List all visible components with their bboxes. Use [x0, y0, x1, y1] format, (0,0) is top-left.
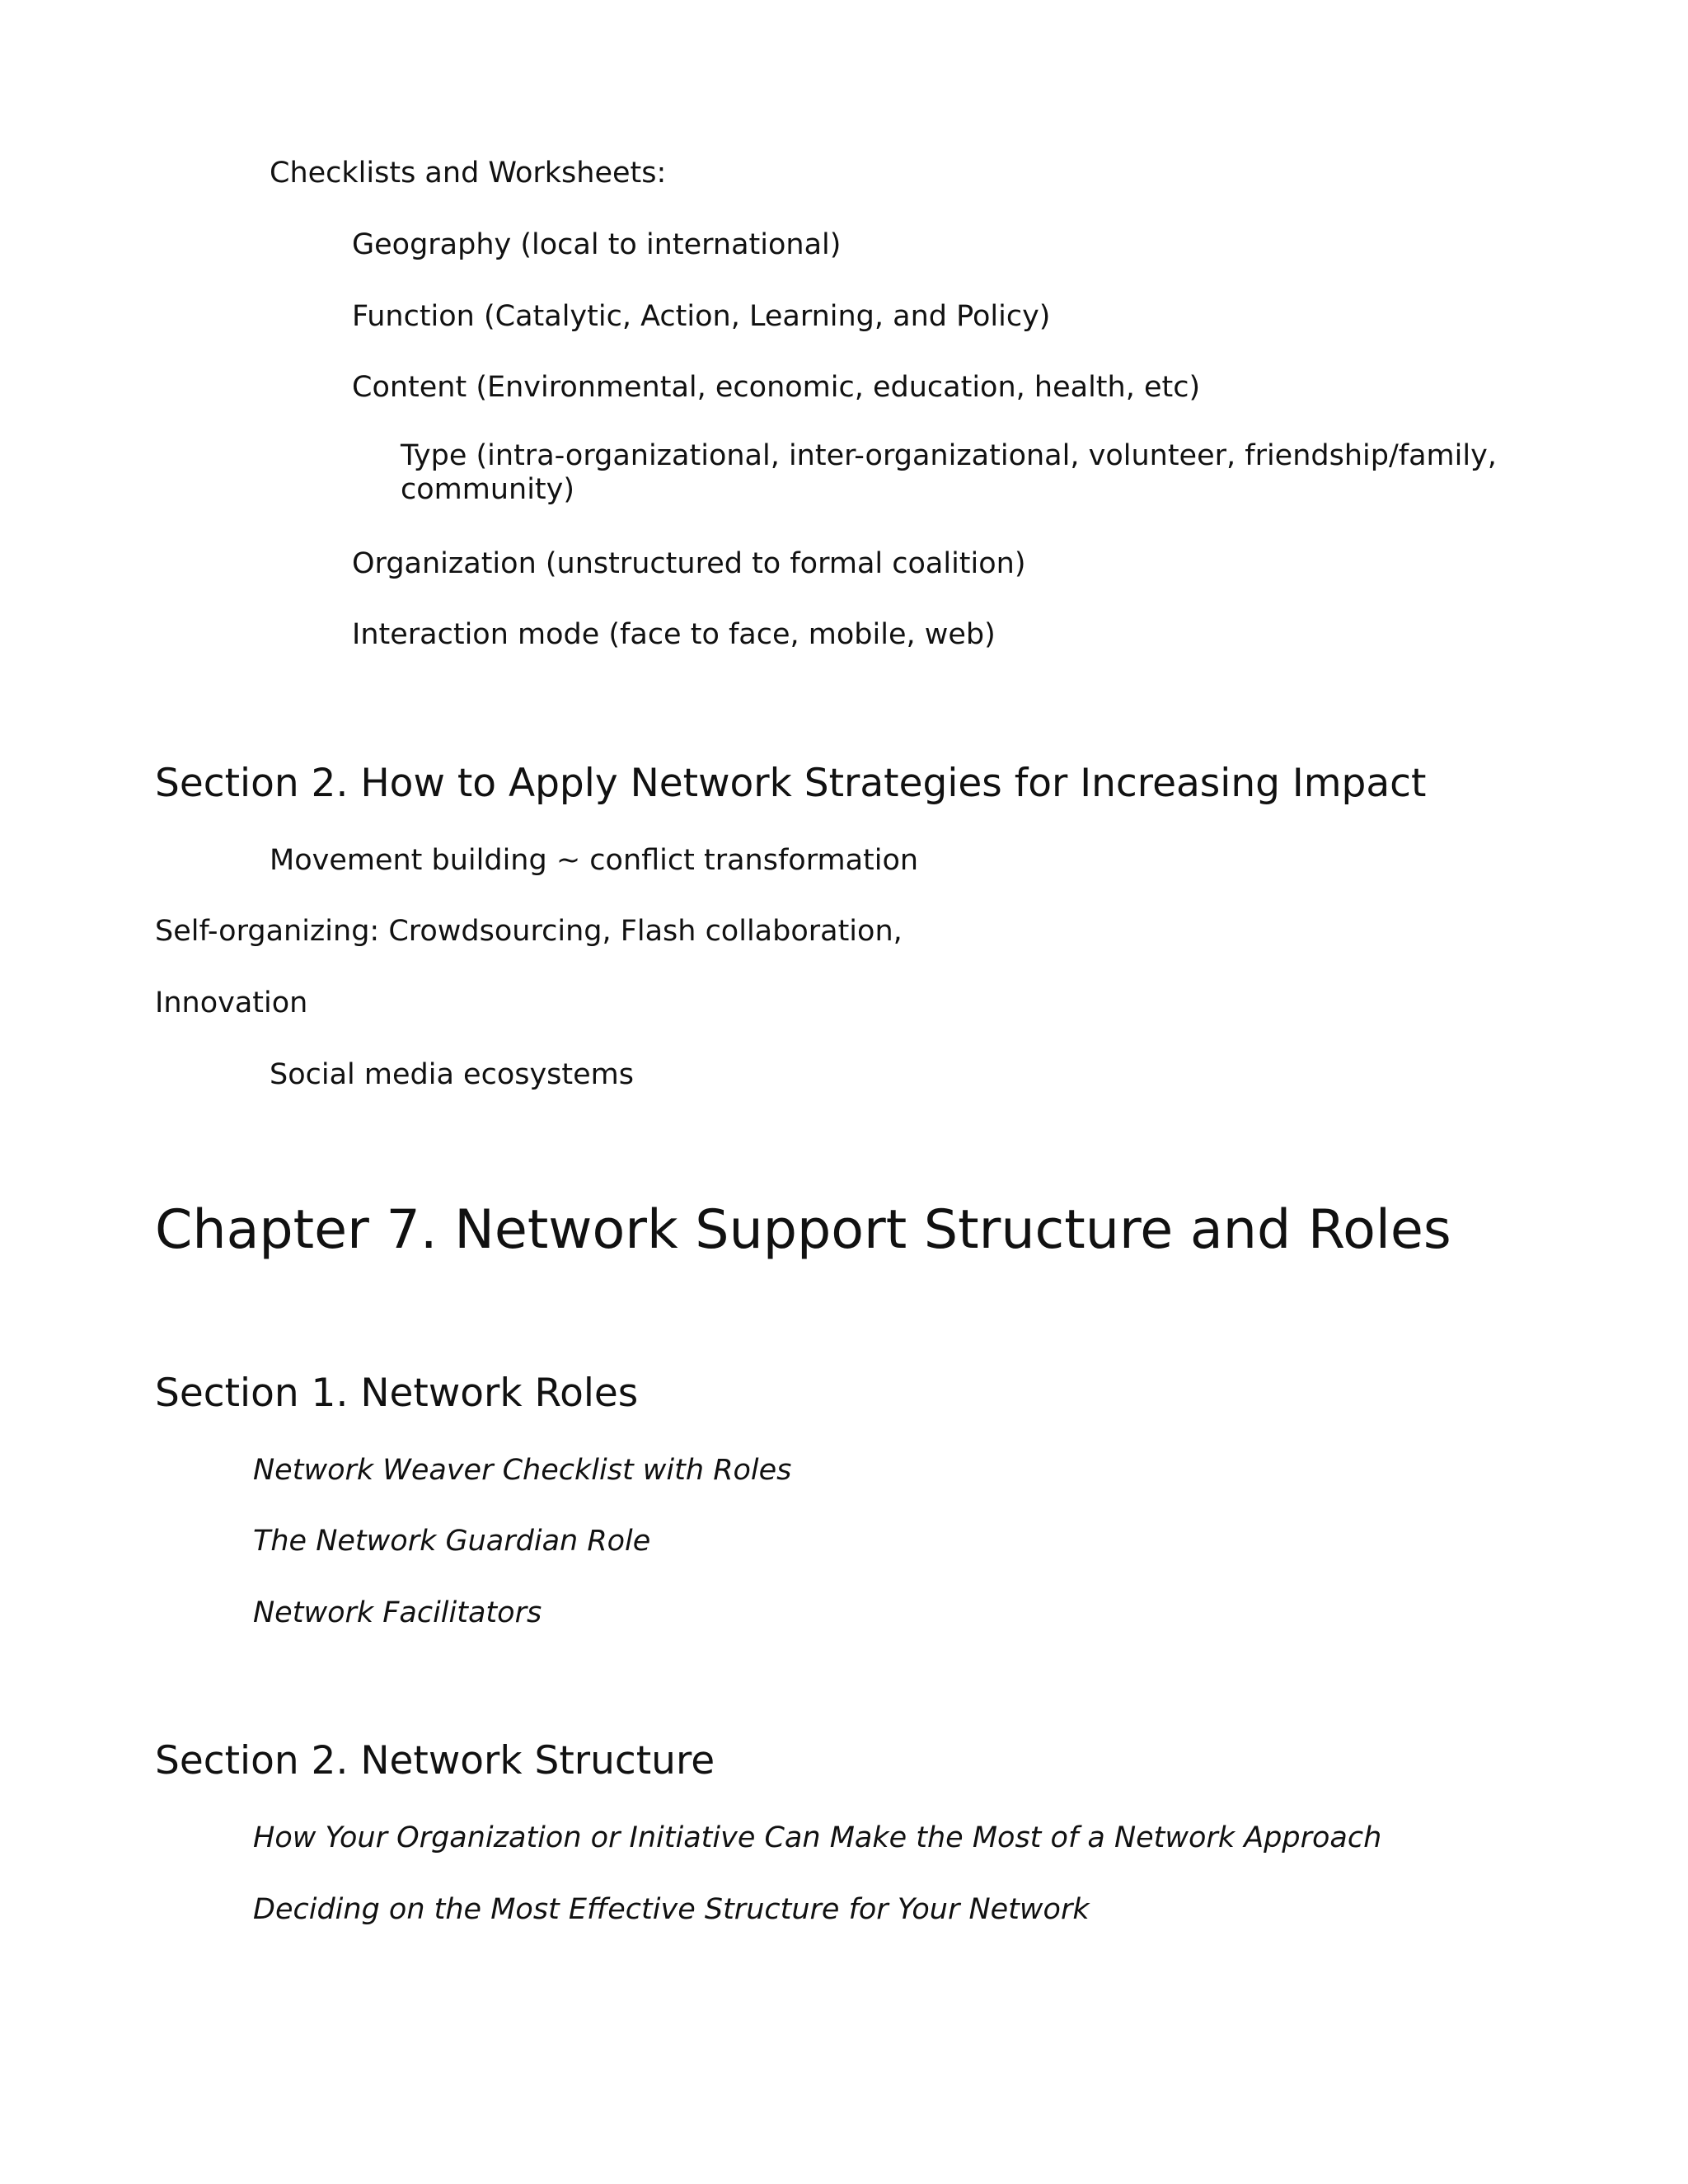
- section-apply-line-movement: Movement building ~ conflict transformation: [270, 844, 919, 877]
- roles-item-guardian: The Network Guardian Role: [253, 1525, 651, 1558]
- checklist-item-geography: Geography (local to international): [352, 228, 842, 261]
- checklist-item-content: Content (Environmental, economic, education, health, etc): [352, 371, 1201, 404]
- section-apply-title: Section 2. How to Apply Network Strategies for Increasing Impact: [155, 761, 1427, 806]
- roles-item-weaver-checklist: Network Weaver Checklist with Roles: [253, 1454, 792, 1487]
- section-apply-line-innovation: Innovation: [155, 987, 308, 1019]
- roles-item-facilitators: Network Facilitators: [253, 1596, 542, 1629]
- structure-item-organization-approach: How Your Organization or Initiative Can Make the Most of a Network Approach: [253, 1821, 1382, 1854]
- section-roles-title: Section 1. Network Roles: [155, 1371, 639, 1416]
- checklist-item-function: Function (Catalytic, Action, Learning, and Policy): [352, 300, 1051, 333]
- chapter-title: Chapter 7. Network Support Structure and Roles: [155, 1199, 1451, 1261]
- structure-item-deciding-structure: Deciding on the Most Effective Structure for Your Network: [253, 1893, 1090, 1926]
- checklist-item-organization: Organization (unstructured to formal coalition): [352, 547, 1026, 580]
- section-apply-line-self-organizing: Self-organizing: Crowdsourcing, Flash collaboration,: [155, 915, 903, 948]
- checklist-item-type: Type (intra-organizational, inter-organizational, volunteer, friendship/family, community): [401, 439, 1497, 506]
- checklists-heading: Checklists and Worksheets:: [270, 157, 667, 190]
- section-structure-title: Section 2. Network Structure: [155, 1738, 715, 1783]
- section-apply-line-social-media: Social media ecosystems: [270, 1058, 634, 1091]
- checklist-item-interaction-mode: Interaction mode (face to face, mobile, web): [352, 618, 996, 651]
